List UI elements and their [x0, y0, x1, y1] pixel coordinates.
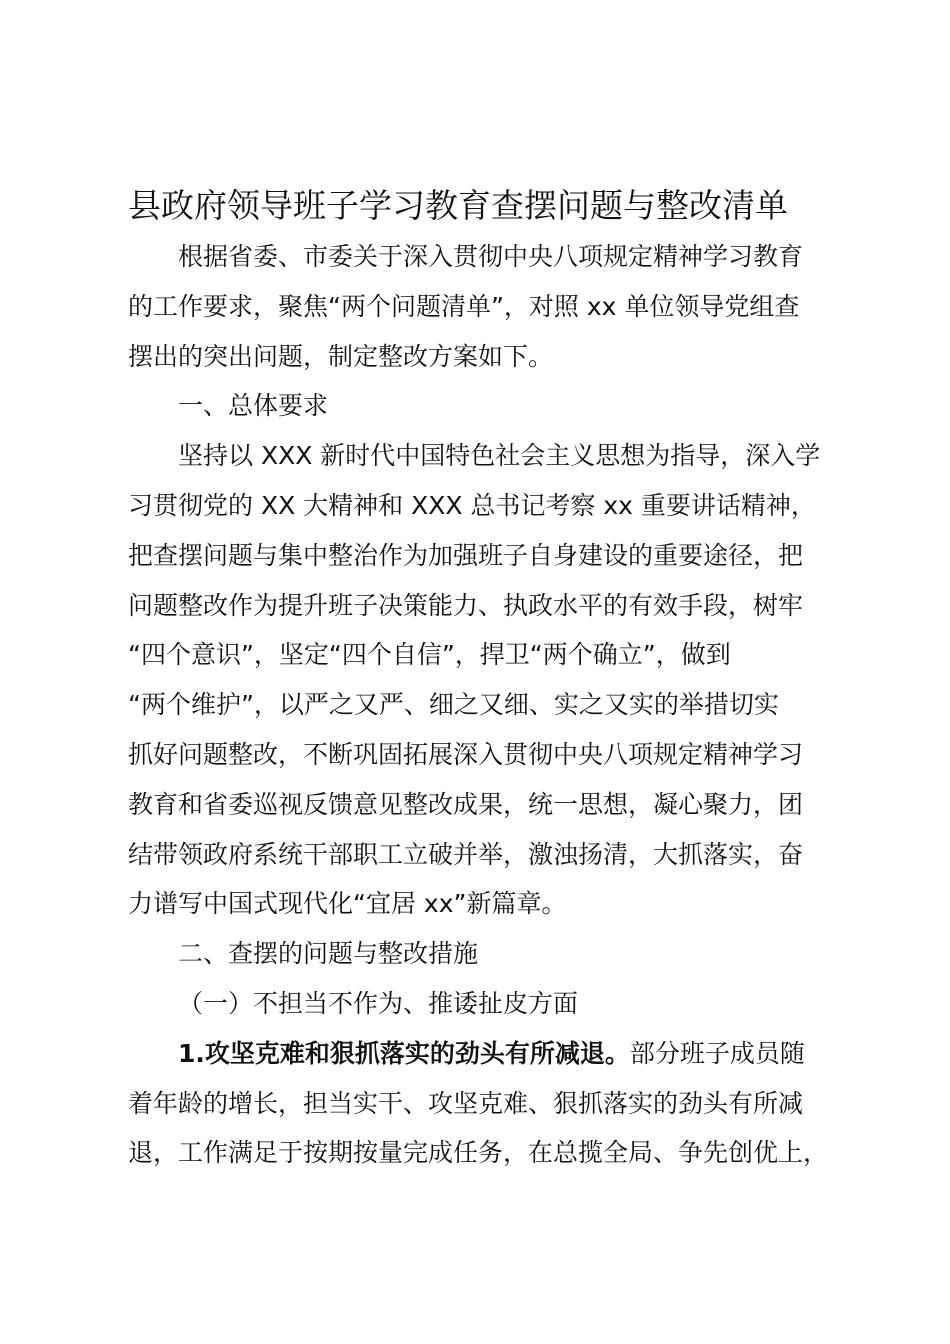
document-body	[128, 232, 840, 1178]
paragraph-line: 问题整改作为提升班子决策能力、执政水平的有效手段，树牢	[128, 590, 804, 620]
paragraph-line: 着年龄的增长，担当实干、攻坚克难、狠抓落实的劲头有所减	[128, 1088, 804, 1118]
item-line	[128, 1029, 840, 1079]
paragraph-line: 教育和省委巡视反馈意见整改成果，统一思想，凝心聚力，团	[128, 789, 804, 819]
paragraph-line: 习贯彻党的 XX 大精神和 XXX 总书记考察 xx 重要讲话精神，	[128, 490, 816, 520]
paragraph-line: 结带领政府系统干部职工立破并举，激浊扬清，大抓落实，奋	[128, 839, 804, 869]
subsection-heading: （一）不担当不作为、推诿扯皮方面	[178, 988, 579, 1018]
paragraph-line: “四个意识”，坚定“四个自信”，捍卫“两个确立”，做到	[128, 640, 731, 670]
paragraph-line: 把查摆问题与集中整治作为加强班子自身建设的重要途径，把	[128, 540, 804, 570]
item-heading: 1.攻坚克难和狠抓落实的劲头有所减退。	[178, 1038, 630, 1068]
document-title: 县政府领导班子学习教育查摆问题与整改清单	[128, 186, 788, 225]
item-text: 部分班子成员随	[629, 1038, 805, 1068]
section-heading: 二、查摆的问题与整改措施	[178, 939, 479, 969]
paragraph-line: 的工作要求，聚焦“两个问题清单”，对照 xx 单位领导党组查	[128, 291, 800, 321]
paragraph-line: 坚持以 XXX 新时代中国特色社会主义思想为指导，深入学	[178, 441, 821, 471]
paragraph-line: 退，工作满足于按期按量完成任务，在总揽全局、争先创优上，	[128, 1138, 829, 1168]
paragraph-line: 摆出的突出问题，制定整改方案如下。	[128, 341, 554, 371]
paragraph-line: 根据省委、市委关于深入贯彻中央八项规定精神学习教育	[178, 242, 804, 271]
section-heading: 一、总体要求	[178, 391, 329, 421]
paragraph-line: 抓好问题整改，不断巩固拓展深入贯彻中央八项规定精神学习	[128, 739, 804, 769]
paragraph-line: 力谱写中国式现代化“宜居 xx”新篇章。	[128, 889, 567, 919]
paragraph-line: “两个维护”，以严之又严、细之又细、实之又实的举措切实	[128, 690, 779, 720]
